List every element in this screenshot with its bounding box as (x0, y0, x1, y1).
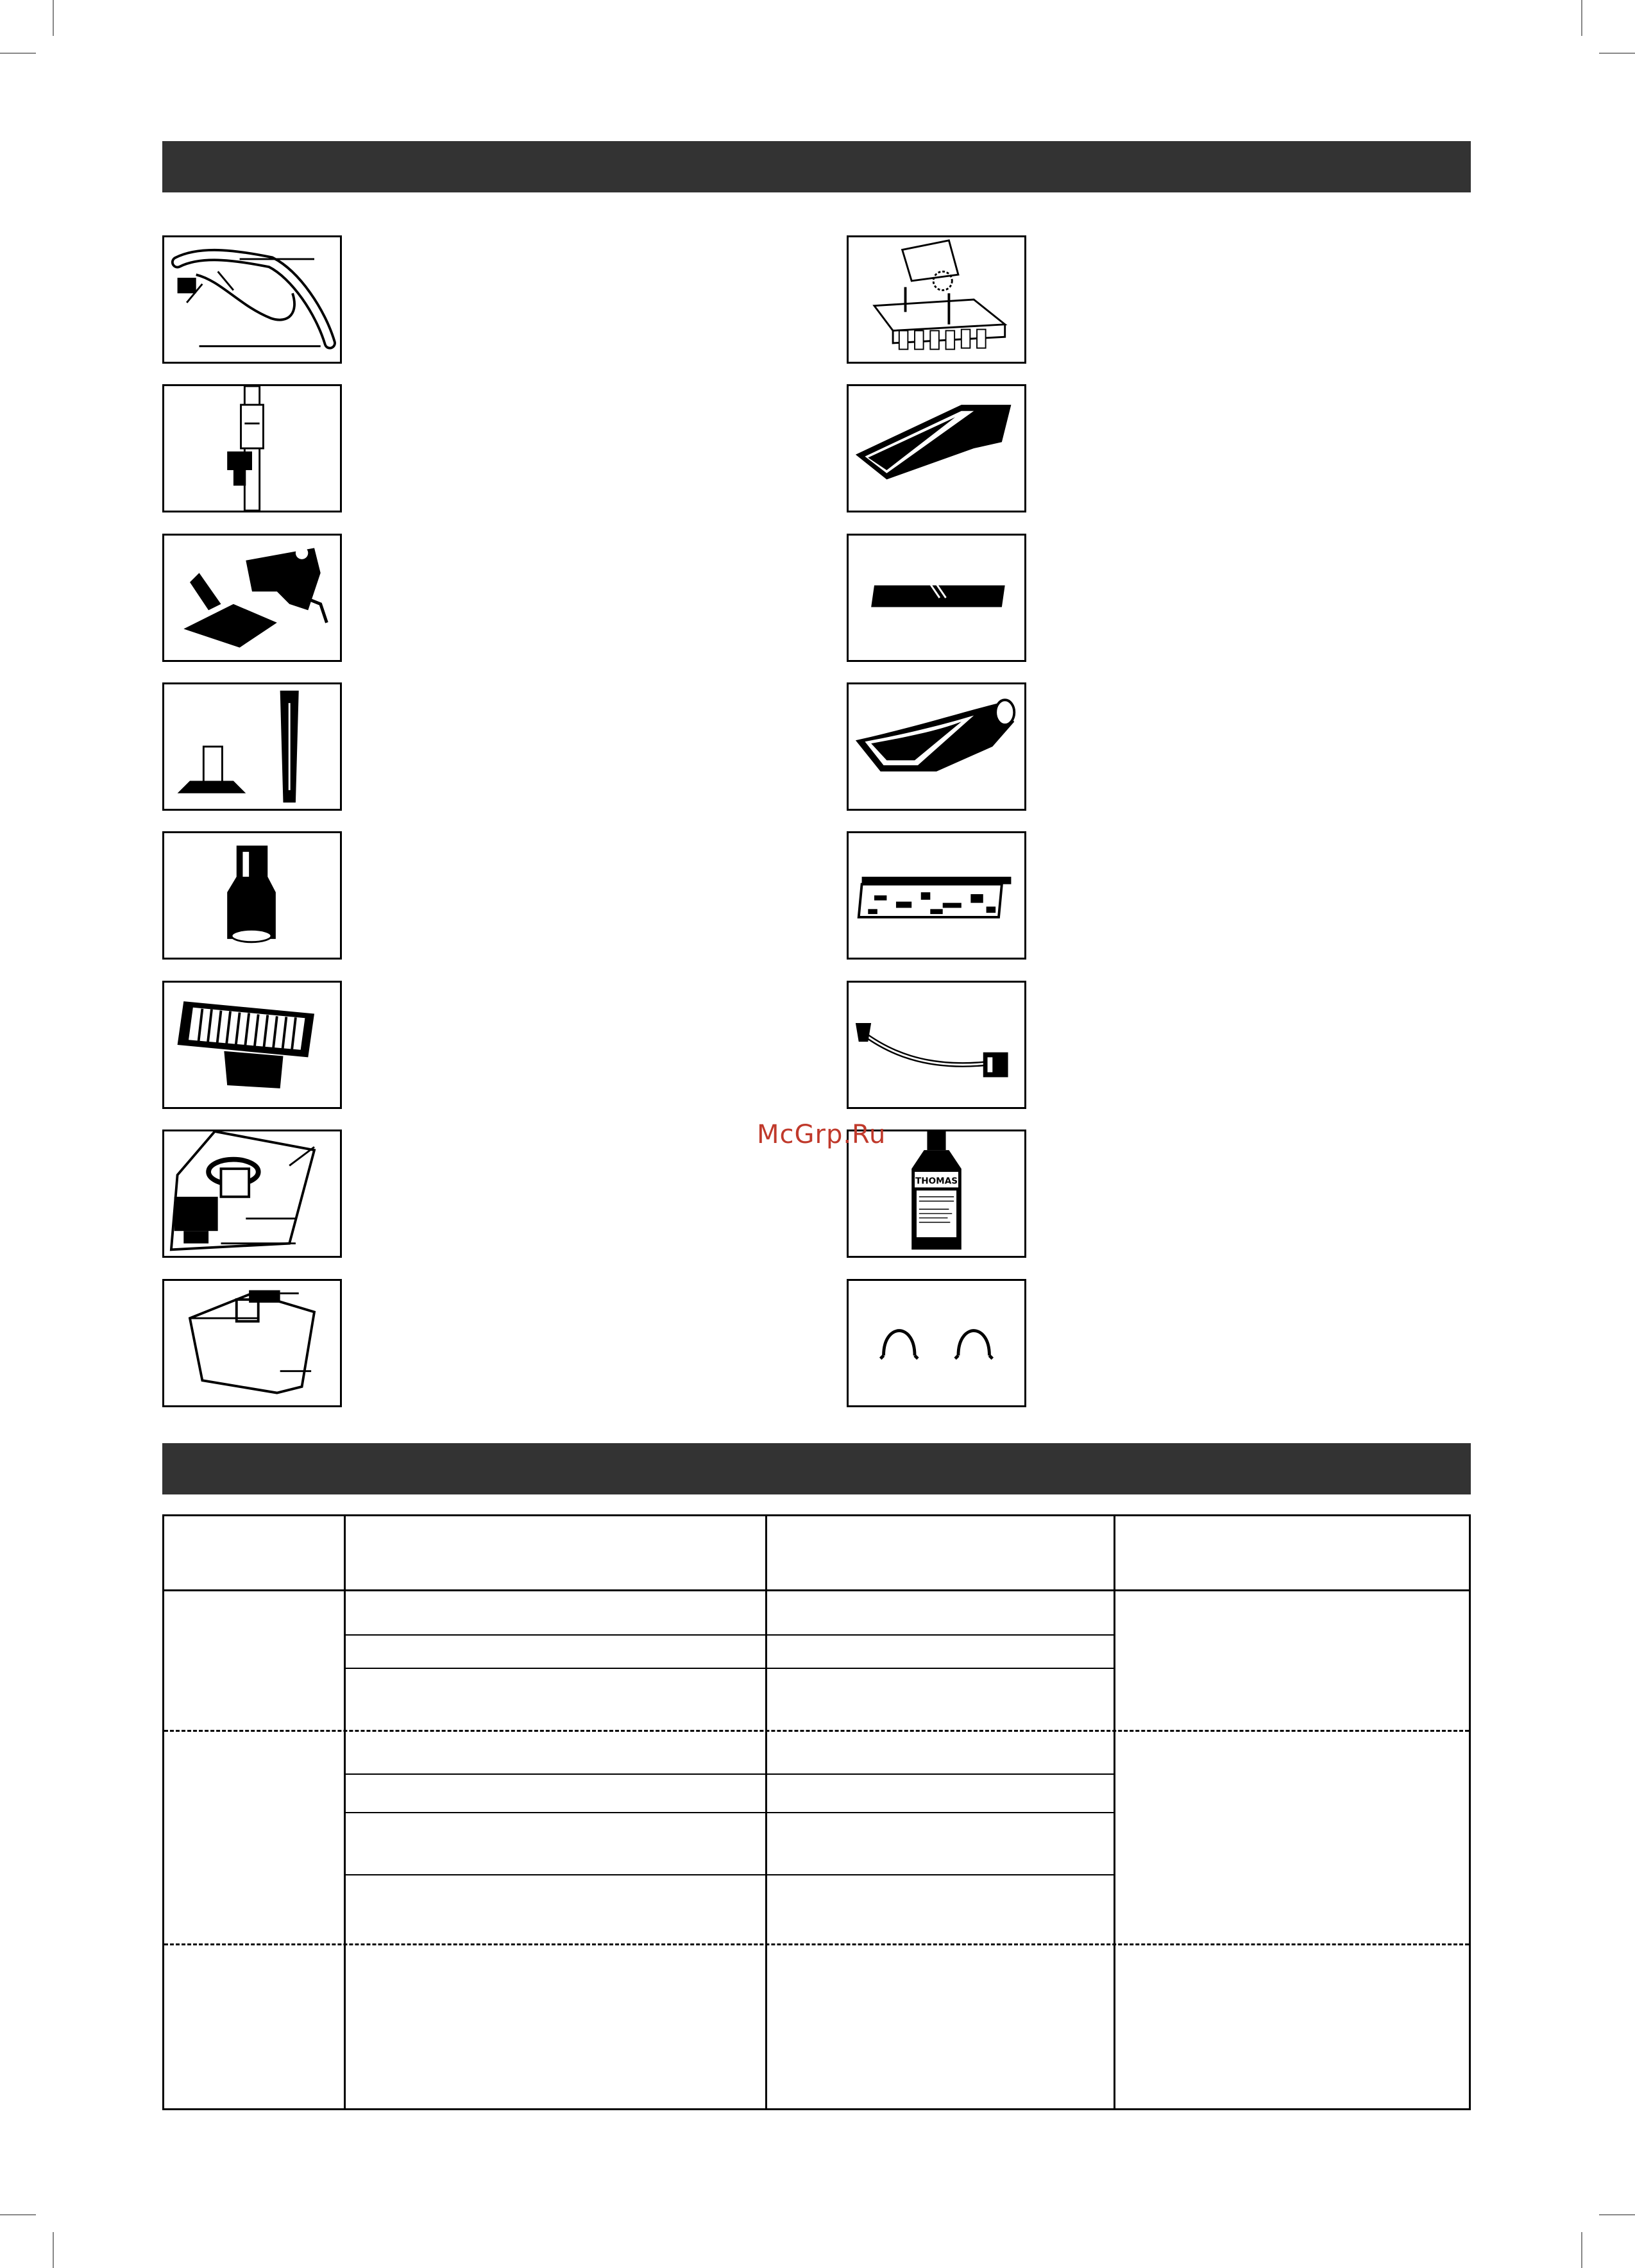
upholstery-spray-nozzle-icon (849, 684, 1024, 809)
spray-extraction-nozzle-icon (849, 386, 1024, 511)
hose-handle-icon (164, 237, 340, 362)
accessory-image-clips (847, 1279, 1026, 1407)
accessory-image-water-filter (162, 1130, 342, 1258)
accessory-image-small-nozzles (162, 682, 342, 811)
floor-nozzle-icon (164, 536, 340, 660)
accessory-image-spray-extraction-nozzle (847, 384, 1026, 512)
table-header-rule (164, 1589, 1469, 1591)
section-header-band-accessories (162, 141, 1471, 192)
water-tank-icon (164, 1281, 340, 1405)
accessory-image-adapter (162, 831, 342, 960)
accessory-image-hard-floor-brush (847, 534, 1026, 662)
spray-hose-icon (849, 983, 1024, 1107)
table-row-rule (346, 1812, 1114, 1813)
table-row-rule (346, 1634, 1114, 1636)
table-row-rule (346, 1874, 1114, 1875)
telescopic-tube-icon (164, 386, 340, 511)
crop-mark (1581, 2232, 1582, 2268)
shampoo-bottle-icon (849, 1131, 1024, 1256)
table-row-rule (346, 1773, 1114, 1775)
bottle-brand-label: THOMAS (915, 1176, 958, 1187)
crop-mark (53, 0, 54, 36)
upholstery-crevice-nozzle-icon (164, 684, 340, 809)
floor-adapter-icon (849, 833, 1024, 958)
accessory-image-filter-insert (847, 235, 1026, 364)
accessory-image-spray-hose (847, 981, 1026, 1109)
table-row-rule (346, 1668, 1114, 1669)
accessory-image-floor-adapter (847, 831, 1026, 960)
section-header-band-table (162, 1443, 1471, 1494)
hepa-filter-icon (164, 983, 340, 1107)
accessory-image-upholstery-spray-nozzle (847, 682, 1026, 811)
water-filter-icon (164, 1131, 340, 1256)
accessory-image-telescopic-tube (162, 384, 342, 512)
table-group-separator (164, 1730, 1469, 1732)
accessory-image-floor-nozzle (162, 534, 342, 662)
crop-mark (0, 2214, 36, 2215)
crop-mark (0, 53, 36, 54)
accessory-image-hose-handle (162, 235, 342, 364)
accessory-image-hepa-filter (162, 981, 342, 1109)
table-column-divider (1114, 1516, 1115, 2108)
clips-icon (849, 1281, 1024, 1405)
filter-insert-icon (849, 237, 1024, 362)
crop-mark (1599, 53, 1635, 54)
crop-mark (1599, 2214, 1635, 2215)
hard-floor-brush-icon (849, 536, 1024, 660)
crop-mark (53, 2232, 54, 2268)
table (162, 1514, 1471, 2110)
table-group-separator (164, 1943, 1469, 1945)
crop-mark (1581, 0, 1582, 36)
watermark: McGrp.Ru (757, 1120, 886, 1149)
adapter-icon (164, 833, 340, 958)
accessory-image-water-tank (162, 1279, 342, 1407)
